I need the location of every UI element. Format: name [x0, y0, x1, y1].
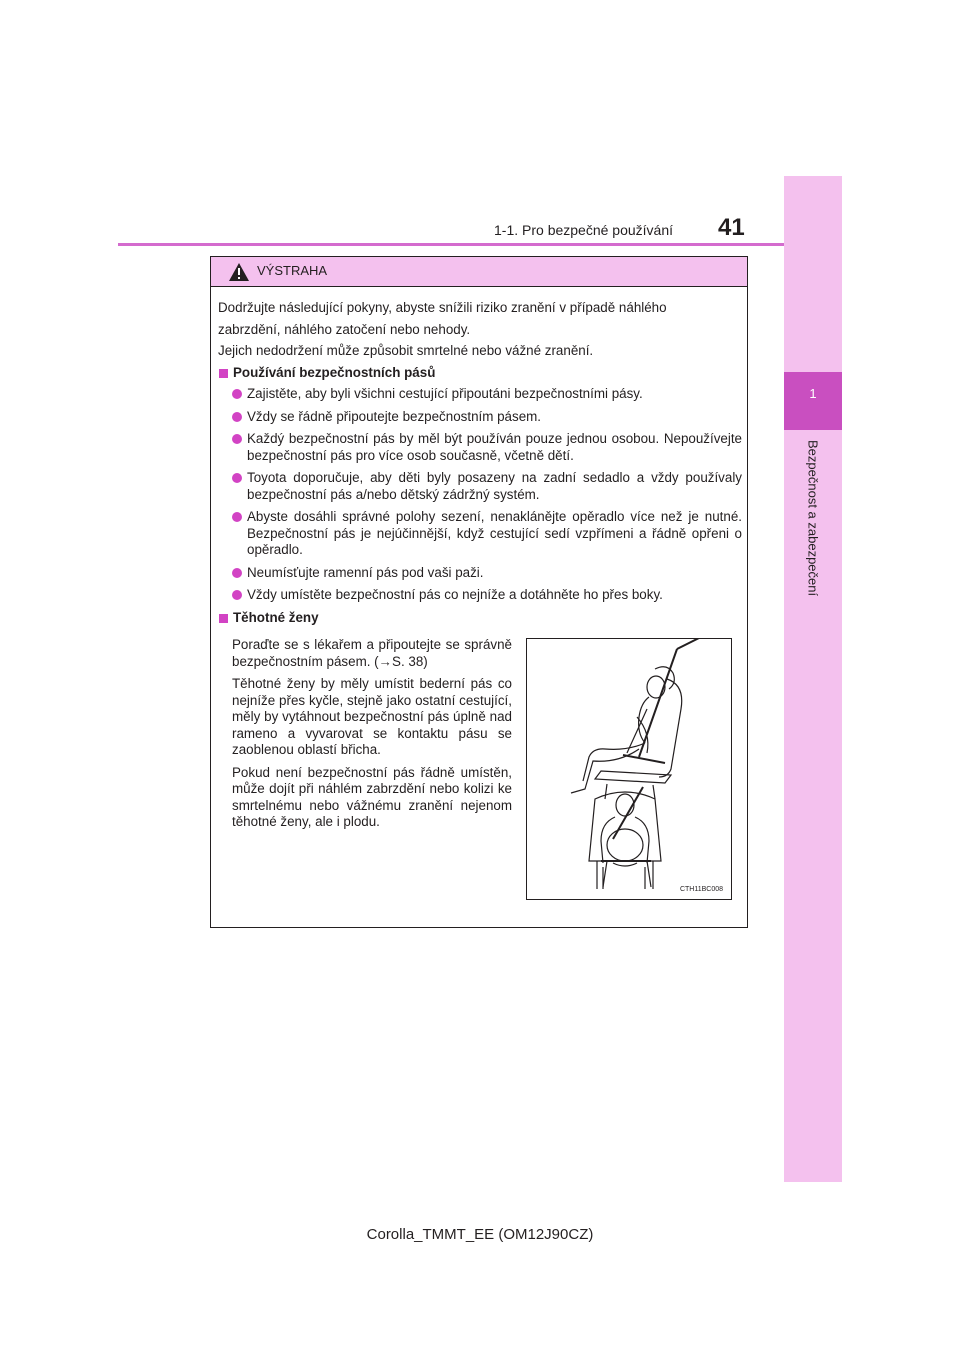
list-item: [218, 409, 742, 426]
list-item-text: Vždy se řádně připoutejte bezpečnostním pásem.: [247, 408, 542, 424]
section-heading: [218, 365, 742, 382]
square-bullet-icon: [219, 369, 228, 378]
list-item: [218, 470, 742, 503]
warning-header: [211, 257, 747, 287]
section-title: Používání bezpečnostních pásů: [233, 364, 436, 380]
list-item-text: Toyota doporučuje, aby děti byly posazeny na zadní sedadlo a vždy používaly bezpečnostní pás a/nebo dětský zádržný systém.: [247, 470, 742, 502]
seated-woman-illustration: [527, 639, 731, 899]
chapter-number: 1: [809, 386, 817, 401]
warning-title: VÝSTRAHA: [257, 263, 328, 278]
pregnant-seatbelt-illustration: [526, 638, 732, 900]
list-item-text: Vždy umístěte bezpečnostní pás co nejníže a dotáhněte ho přes boky.: [247, 587, 663, 602]
circle-bullet-icon: [232, 412, 242, 422]
warning-content: [218, 300, 742, 631]
list-item: [218, 431, 742, 464]
circle-bullet-icon: [232, 512, 242, 522]
page-number: 41: [718, 214, 745, 241]
chapter-side-tab: [784, 176, 842, 1182]
paragraph: Poraďte se s lékařem a připoutejte se správně bezpečnostním pásem. (→S. 38): [232, 637, 512, 669]
circle-bullet-icon: [232, 389, 242, 399]
list-item-text: Zajistěte, aby byli všichni cestující připoutáni bezpečnostními pásy.: [247, 386, 643, 401]
intro-text: Dodržujte následující pokyny, abyste snížili riziko zranění v případě náhlého: [218, 300, 667, 315]
warning-box: [210, 256, 748, 928]
chapter-title: Bezpečnost a zabezpečení: [805, 440, 821, 597]
list-item: [218, 565, 742, 582]
circle-bullet-icon: [232, 568, 242, 578]
circle-bullet-icon: [232, 590, 242, 600]
section-heading: [218, 610, 742, 627]
paragraph: Těhotné ženy by měly umístit bederní pás co nejníže přes kyčle, stejně jako ostatní cestující, měly by vytáhnout bezpečnostní pás úplně nad rameno a vyvarovat se kontaktu pásu se zaoblenou oblastí břicha.: [232, 676, 512, 757]
list-item: [218, 587, 742, 604]
section-header: 1-1. Pro bezpečné používání: [494, 222, 674, 238]
intro-text: Jejich nedodržení může způsobit smrtelné nebo vážné zranění.: [218, 343, 594, 358]
circle-bullet-icon: [232, 473, 242, 483]
circle-bullet-icon: [232, 434, 242, 444]
pregnant-women-text: [232, 637, 512, 837]
header-rule: [118, 243, 784, 246]
footer-model-code: Corolla_TMMT_EE (OM12J90CZ): [366, 1226, 594, 1243]
list-item: [218, 509, 742, 559]
square-bullet-icon: [219, 614, 228, 623]
figure-code: CTH11BC008: [679, 886, 723, 893]
intro-text: zabrzdění, náhlého zatočení nebo nehody.: [218, 321, 471, 337]
list-item-text: Abyste dosáhli správné polohy sezení, nenaklánějte opěradlo více než je nutné. Bezpečnostní pás je nejúčinnější, když cestující sedí vzpřímeni a řádně opřeni o opěradlo.: [247, 509, 742, 557]
warning-triangle-icon: [228, 262, 250, 282]
list-item: [218, 386, 742, 403]
list-item-text: Každý bezpečnostní pás by měl být používán pouze jednou osobou. Nepoužívejte bezpečnostní pás pro více osob současně, včetně dětí.: [247, 431, 742, 463]
section-title: Těhotné ženy: [233, 609, 319, 625]
chapter-number-tab[interactable]: [784, 372, 842, 430]
paragraph: Pokud není bezpečnostní pás řádně umístěn, může dojít při náhlém zabrzdění nebo kolizi ke smrtelnému nebo vážnému zranění nejenom těhotné ženy, ale i plodu.: [232, 764, 512, 829]
list-item-text: Neumísťujte ramenní pás pod vaši paži.: [247, 564, 484, 580]
